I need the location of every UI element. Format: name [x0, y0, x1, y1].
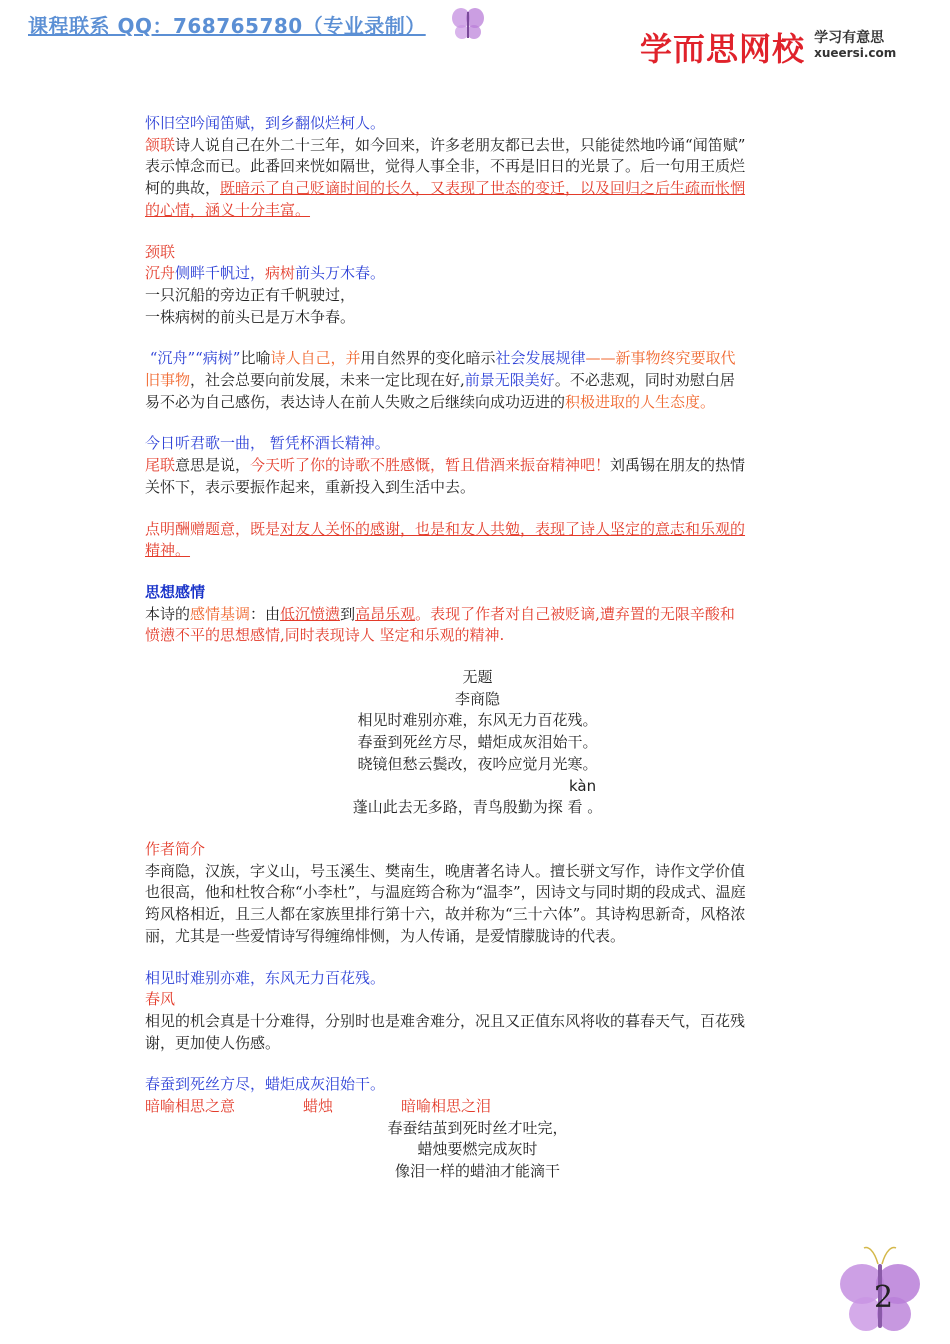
sixiang-text-1: 本诗的感情基调：由低沉愤懑到高昂乐观。表现了作者对自己被贬谪,遭弃置的无限辛酸和: [145, 604, 735, 623]
butterfly-top-icon: [450, 4, 486, 48]
author-text: 筠风格相近，且三人都在家族里排行第十六，故并称为“三十六体”。其诗构思新奇，风格浓: [145, 905, 746, 924]
poem-title: 无题: [462, 668, 493, 687]
chuncan-notes: 暗喻相思之意 蜡烛 暗喻相思之泪: [145, 1097, 492, 1116]
jinglian-analysis-1: “沉舟”“病树”比喻诗人自己，并用自然界的变化暗示社会发展规律——新事物终究要取代: [149, 349, 736, 368]
hanlian-text-1: 颔联诗人说自己在外二十三年，如今回来，许多老朋友都已去世，只能徒然地吟诵“闻笛赋”: [145, 135, 746, 154]
logo-tagline: 学习有意思: [814, 30, 885, 46]
author-text: 也很高，他和杜牧合称“小李杜”，与温庭筠合称为“温李”，因诗文与同时期的段成式、温庭: [145, 883, 746, 902]
author-text: 李商隐，汉族，字义山，号玉溪生、樊南生，晚唐著名诗人。擅长骈文写作，诗作文学价值: [145, 861, 746, 880]
chuncan-trans: 春蚕结茧到死时丝才吐完，: [387, 1118, 568, 1137]
hanlian-text-3: 柯的典故，既暗示了自己贬谪时间的长久，又表现了世态的变迁，以及回归之后生疏而怅惘: [145, 179, 746, 198]
jinglian-analysis-3: 易不必为自己感伤，表达诗人在前人失败之后继续向成功迈进的积极进取的人生态度。: [145, 392, 716, 411]
jinglian-verse: 沉舟侧畔千帆过，病树前头万木春。: [145, 264, 386, 283]
sixiang-text-2: 愤懑不平的思想感情,同时表现诗人 坚定和乐观的精神.: [145, 626, 505, 645]
hanlian-verse: 怀旧空吟闻笛赋，到乡翻似烂柯人。: [145, 114, 386, 132]
sixiang-heading: 思想感情: [145, 582, 206, 601]
weilian-text-2: 关怀下，表示要振作起来，重新投入到生活中去。: [145, 477, 476, 496]
poem-author: 李商隐: [454, 689, 500, 708]
jinglian-label: 颈联: [145, 242, 176, 261]
document-body: [145, 113, 810, 1183]
logo-main-text: 学而思网校: [640, 30, 806, 68]
author-text: 丽，尤其是一些爱情诗写得缠绵悱恻，为人传诵，是爱情朦胧诗的代表。: [145, 926, 626, 945]
header-contact-link[interactable]: 课程联系 QQ：768765780（专业录制）: [28, 14, 426, 38]
logo-url: xueersi.com: [814, 46, 897, 60]
chuncan-trans: 像泪一样的蜡油才能滴干: [394, 1162, 560, 1181]
poem-last-line: 蓬山此去无多路，青鸟殷勤为探 看 。: [352, 798, 603, 817]
poem-pinyin: kàn: [569, 776, 597, 795]
author-heading: 作者简介: [145, 839, 206, 858]
chuncan-verse: 春蚕到死丝方尽，蜡炬成灰泪始干。: [145, 1075, 386, 1094]
jinglian-analysis-2: 旧事物，社会总要向前发展，未来一定比现在好,前景无限美好。不必悲观，同时劝慰白居: [145, 371, 735, 390]
weilian-verse: 今日听君歌一曲， 暂凭杯酒长精神。: [145, 434, 390, 453]
chunfeng-label: 春风: [145, 990, 176, 1009]
xueersi-logo: [640, 24, 896, 70]
weilian-analysis-1: 点明酬赠题意，既是对友人关怀的感谢，也是和友人共勉，表现了诗人坚定的意志和乐观的: [145, 519, 746, 538]
hanlian-text-4: 的心情，涵义十分丰富。: [145, 200, 311, 219]
hanlian-text-2: 表示悼念而已。此番回来恍如隔世，觉得人事全非，不再是旧日的光景了。后一句用王质烂: [145, 157, 746, 176]
jinglian-trans-2: 一株病树的前头已是万木争春。: [145, 307, 356, 326]
weilian-analysis-2: 精神。: [145, 541, 191, 560]
chuncan-trans: 蜡烛要燃完成灰时: [417, 1140, 538, 1159]
chunfeng-verse: 相见时难别亦难，东风无力百花残。: [145, 968, 386, 987]
jinglian-trans-1: 一只沉船的旁边正有千帆驶过，: [145, 285, 356, 304]
poem-line: 春蚕到死丝方尽，蜡炬成灰泪始干。: [357, 733, 598, 752]
poem-line: 相见时难别亦难，东风无力百花残。: [357, 711, 598, 730]
poem-line: 晓镜但愁云鬓改，夜吟应觉月光寒。: [357, 754, 598, 773]
page-number: 2: [874, 1280, 894, 1315]
chunfeng-text-2: 谢，更加使人伤感。: [145, 1033, 281, 1052]
weilian-text-1: 尾联意思是说，今天听了你的诗歌不胜感慨，暂且借酒来振奋精神吧！刘禹锡在朋友的热情: [145, 456, 746, 475]
chunfeng-text-1: 相见的机会真是十分难得，分别时也是难舍难分，况且又正值东风将收的暮春天气，百花残: [145, 1011, 746, 1030]
hanlian-label: 颔联: [145, 135, 176, 154]
